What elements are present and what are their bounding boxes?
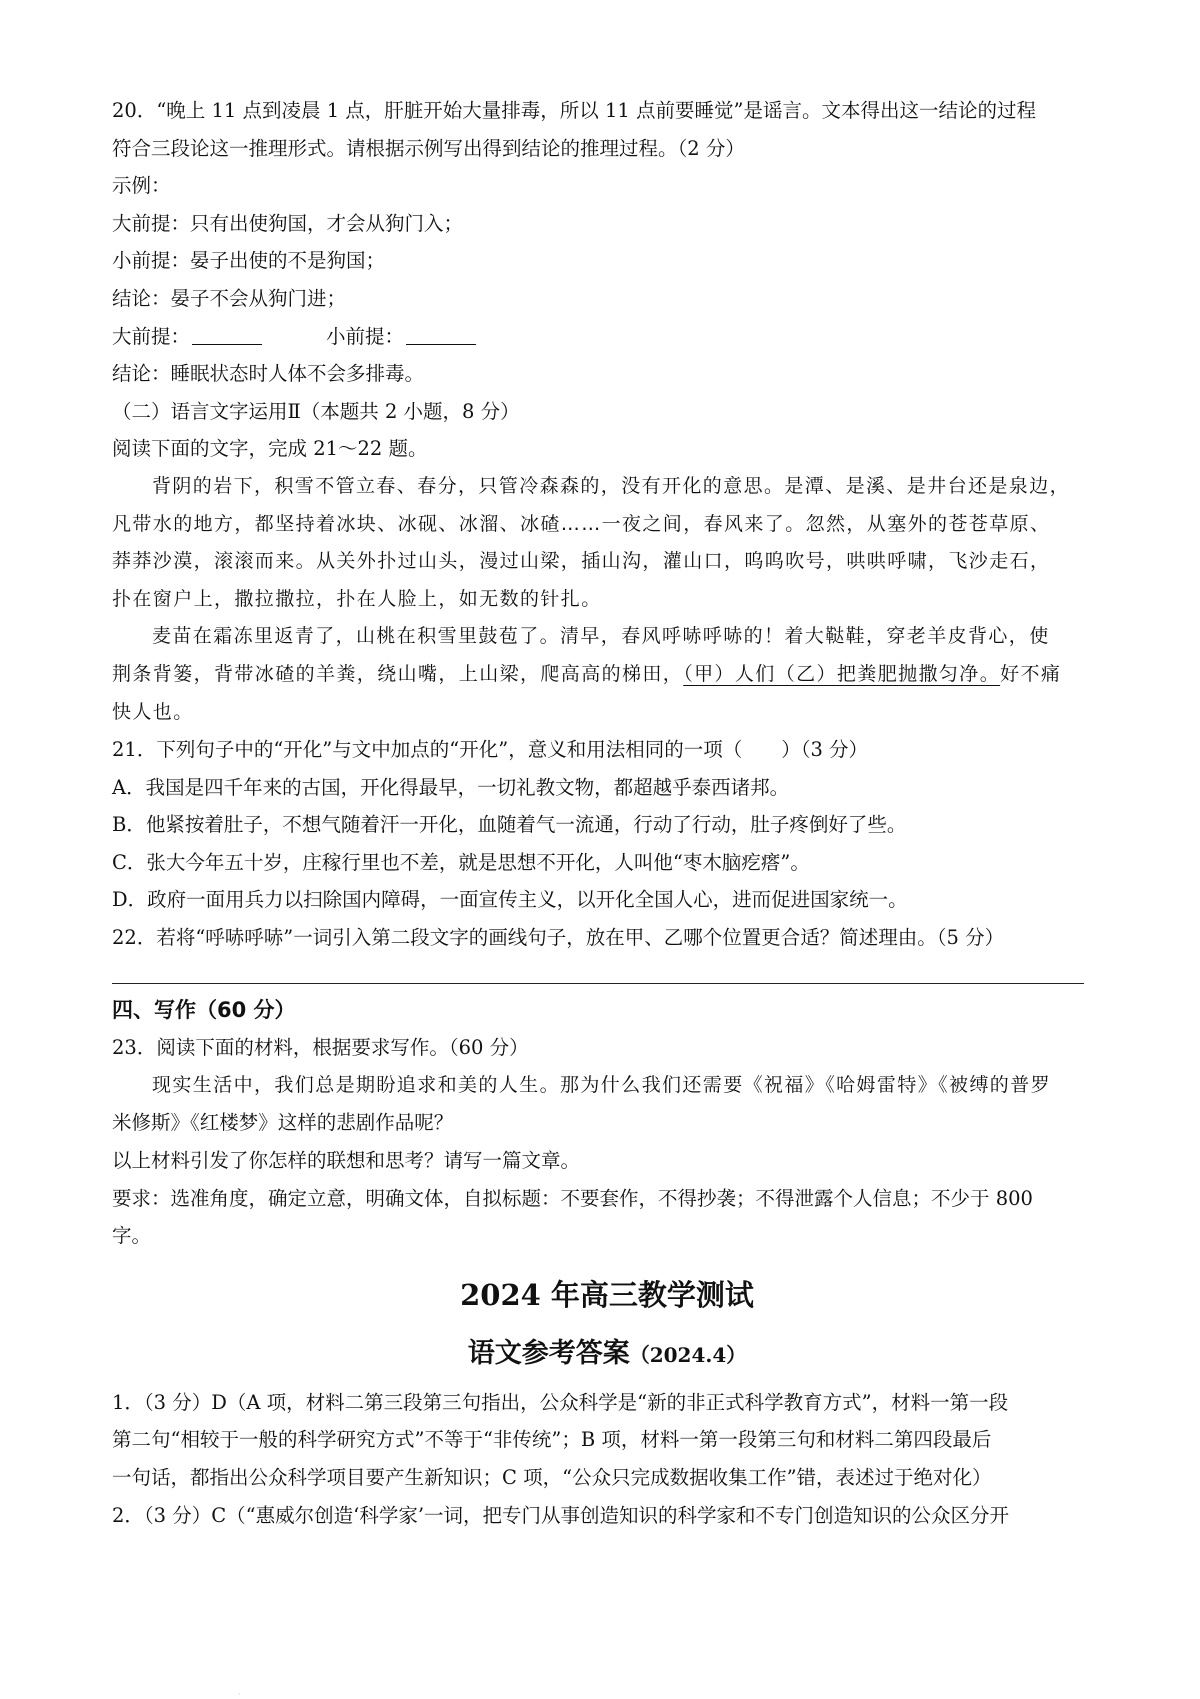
q20-example-conclusion: 结论：晏子不会从狗门进；: [112, 286, 347, 310]
q23-material-line1: 现实生活中，我们总是期盼追求和美的人生。那为什么我们还需要《祝福》《哈姆雷特》《被缚的普罗: [152, 1073, 1052, 1096]
q21-option-b[interactable]: B．他紧按着肚子，不想气随着汗一开化，血随着气一流通，行动了行动，肚子疼倒好了些。: [112, 813, 907, 837]
part2-heading: （二）语言文字运用Ⅱ（本题共 2 小题，8 分）: [112, 399, 520, 423]
q20-stem-line1: 20．“晚上 11 点到凌晨 1 点，肝脏开始大量排毒，所以 11 点前要睡觉”是谣言。文本得出这一结论的过程: [112, 99, 1036, 122]
q23-material-line2: 米修斯》《红楼梦》这样的悲剧作品呢？: [112, 1111, 454, 1135]
passage-p2-line2-post: 好不痛: [1000, 662, 1062, 685]
page-footer-mark: ·: [238, 1690, 241, 1699]
passage-p2-line2: [112, 656, 1102, 694]
part2-instruction: 阅读下面的文字，完成 21～22 题。: [112, 437, 428, 461]
reading-passage: [112, 468, 1102, 731]
q23-requirements-line2: 字。: [112, 1224, 152, 1248]
answer-2-line1: 2．（3 分）C（“惠威尔创造‘科学家’一词，把专门从事创造知识的科学家和不专门创造知识的公众区分开: [112, 1503, 1010, 1527]
underlined-sentence: （甲）人们（乙）把粪肥抛撒匀净。: [683, 662, 1001, 685]
q22-stem: 22．若将“呼哧呼哧”一词引入第二段文字的画线句子，放在甲、乙哪个位置更合适？简述理由。（5 分）: [112, 926, 1005, 950]
answer-key-date: （2024.4）: [629, 1342, 747, 1367]
answer-1-line3: 一句话，都指出公众科学项目要产生新知识；C 项，“公众只完成数据收集工作”错，表述过于绝对化）: [112, 1466, 992, 1489]
q23-requirements-line1: 要求：选准角度，确定立意，明确文体，自拟标题：不要套作，不得抄袭；不得泄露个人信息；不少于 800: [112, 1186, 1033, 1210]
q20-major-premise-label: 大前提：: [112, 324, 191, 348]
q20-major-premise-blank[interactable]: [192, 322, 262, 345]
q20-example-label: 示例：: [112, 174, 171, 198]
q20-minor-premise-label: 小前提：: [326, 324, 405, 348]
q20-answer-premises: [112, 318, 1102, 356]
q21-option-c[interactable]: C．张大今年五十岁，庄稼行里也不差，就是思想不开化，人叫他“枣木脑疙瘩”。: [112, 850, 810, 874]
q20-stem-line2: 符合三段论这一推理形式。请根据示例写出得到结论的推理过程。（2 分）: [112, 136, 745, 160]
answer-1-line2: 第二句“相较于一般的科学研究方式”不等于“非传统”；B 项，材料一第一段第三句和材料二第四段最后: [112, 1428, 992, 1452]
q23-stem: 23．阅读下面的材料，根据要求写作。（60 分）: [112, 1036, 529, 1060]
passage-p1-line3: 莽莽沙漠，滚滚而来。从关外扑过山头，漫过山梁，插山沟，灌山口，呜呜吹号，哄哄呼啸，飞沙走石，: [112, 550, 1051, 573]
part4-heading: 四、写作（60 分）: [112, 997, 296, 1022]
passage-p1-line1: 背阴的岩下，积雪不管立春、春分，只管冷森森的，没有开化的意思。是潭、是溪、是井台还是泉边，: [152, 474, 1071, 497]
q21-option-a[interactable]: A．我国是四千年来的古国，开化得最早，一切礼教文物，都超越乎泰西诸邦。: [112, 775, 790, 799]
q20-example-major-premise: 大前提：只有出使狗国，才会从狗门入；: [112, 211, 464, 235]
q20-example-minor-premise: 小前提：晏子出使的不是狗国；: [112, 249, 386, 273]
passage-p2-line3: 快人也。: [112, 700, 194, 723]
q20-conclusion: 结论：睡眠状态时人体不会多排毒。: [112, 362, 425, 386]
q22-answer-line[interactable]: [112, 957, 1084, 984]
passage-p2-line1: 麦苗在霜冻里返青了，山桃在积雪里鼓苞了。清早，春风呼哧呼哧的！着大鞑鞋，穿老羊皮背心，使: [152, 625, 1050, 648]
passage-p1-line2: 凡带水的地方，都坚持着冰块、冰砚、冰溜、冰碴……一夜之间，春风来了。忽然，从塞外的苍苍草原、: [112, 512, 1051, 535]
answer-key-subtitle-text: 语文参考答案: [467, 1337, 630, 1369]
exam-page: [112, 92, 1102, 1534]
q21-option-d[interactable]: D．政府一面用兵力以扫除国内障碍，一面宣传主义，以开化全国人心，进而促进国家统一。: [112, 888, 908, 912]
passage-p1-line4: 扑在窗户上，撒拉撒拉，扑在人脸上，如无数的针扎。: [112, 587, 602, 610]
q23-prompt: 以上材料引发了你怎样的联想和思考？请写一篇文章。: [112, 1149, 581, 1173]
answer-key-subtitle: [112, 1325, 1102, 1384]
q20-minor-premise-blank[interactable]: [406, 322, 476, 345]
answer-1-line1: 1．（3 分）D（A 项，材料二第三段第三句指出，公众科学是“新的非正式科学教育方式”，材料一第一段: [112, 1390, 1009, 1414]
passage-p2-line2-pre: 荆条背篓，背带冰碴的羊粪，绕山嘴，上山梁，爬高高的梯田，: [112, 662, 684, 685]
q21-stem: 21．下列句子中的“开化”与文中加点的“开化”，意义和用法相同的一项（ ）（3 分）: [112, 738, 869, 762]
answer-key-title: 2024 年高三教学测试: [460, 1277, 754, 1312]
